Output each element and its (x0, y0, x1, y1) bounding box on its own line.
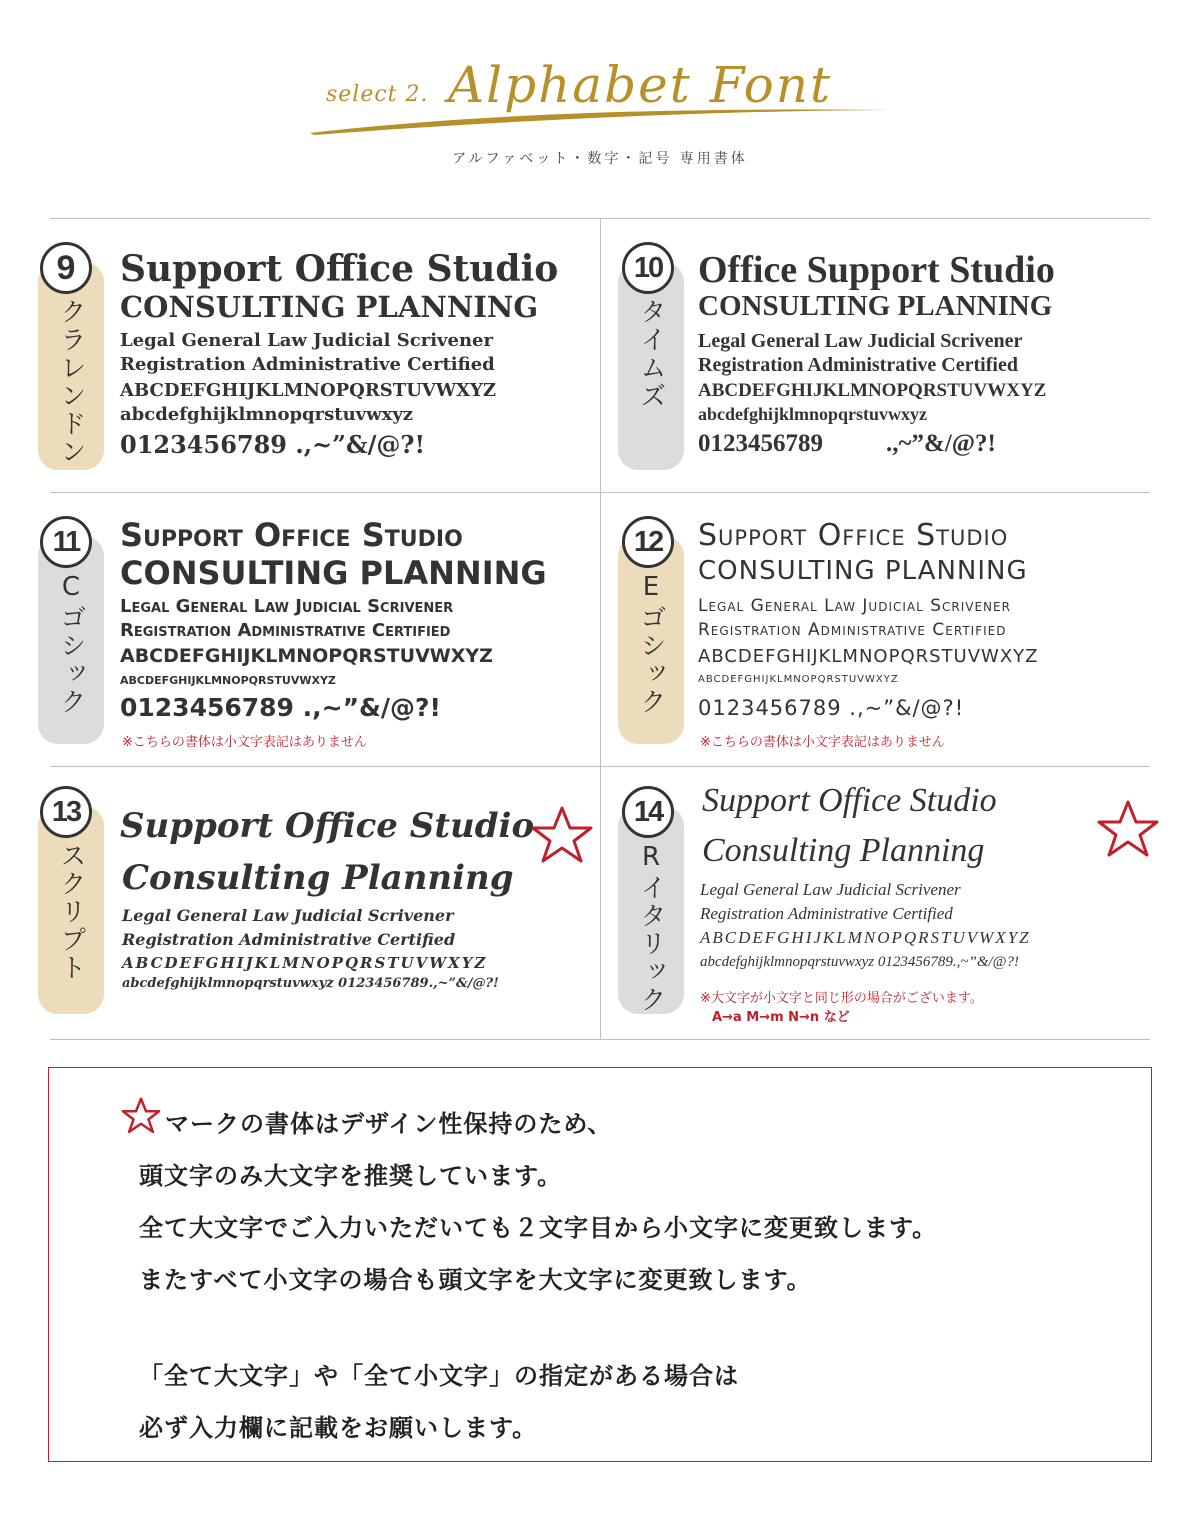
sample-line-2: CONSULTING PLANNING (120, 554, 547, 592)
sample-line-3: Legal General Law Judicial Scrivener (122, 906, 454, 925)
sample-line-1: Support Office Studio (120, 248, 559, 290)
sample-line-6: abcdefghijklmnopqrstuvwxyz (120, 670, 336, 688)
sample-line-1: Support Office Studio (698, 518, 1009, 553)
sample-line-4: Registration Administrative Certified (120, 354, 495, 375)
header-title: Alphabet Font (448, 56, 833, 114)
sample-line-6: abcdefghijklmnopqrstuvwxyz 0123456789.,~”&/@?! (700, 954, 1019, 970)
sample-line-5: ABCDEFGHIJKLMNOPQRSTUVWXYZ (700, 928, 1031, 947)
star-mark-icon (1096, 798, 1160, 858)
sample-line-5: ABCDEFGHIJKLMNOPQRSTUVWXYZ (120, 380, 497, 401)
font-name-label: クラレンドン (56, 298, 86, 466)
sample-line-4: Registration Administrative Certified (122, 930, 456, 949)
sample-line-3: Legal General Law Judicial Scrivener (700, 880, 961, 899)
font-number-badge: 11 (40, 516, 92, 568)
sample-line-2: CONSULTING PLANNING (698, 556, 1028, 586)
sample-line-5: ABCDEFGHIJKLMNOPQRSTUVWXYZ (698, 646, 1039, 667)
sample-line-3: Legal General Law Judicial Scrivener (698, 596, 1011, 616)
sample-line-2: Consulting Planning (122, 858, 514, 898)
font-number-badge: 14 (622, 786, 674, 838)
sample-line-8: .,~”&/@?! (886, 430, 996, 457)
sample-line-1: Office Support Studio (698, 249, 1055, 291)
sample-line-7: 0123456789 .,~”&/@?! (698, 696, 965, 720)
sample-line-7: 0123456789 .,~”&/@?! (120, 430, 426, 459)
sample-line-7: 0123456789 (698, 430, 823, 457)
notice-line-3: 全て大文字でご入力いただいても２文字目から小文字に変更致します。 (139, 1214, 938, 1242)
notice-line-2: 頭文字のみ大文字を推奨しています。 (139, 1162, 563, 1190)
header-select-label: select 2. (326, 82, 429, 107)
sample-line-1: Support Office Studio (120, 516, 463, 554)
sample-line-6: abcdefghijklmnopqrstuvwxyz (698, 404, 928, 424)
sample-line-4: Registration Administrative Certified (698, 354, 1018, 376)
font-number-badge: 12 (622, 516, 674, 568)
font-number-badge: 13 (40, 786, 92, 838)
notice-line-5: 「全て大文字」や「全て小文字」の指定がある場合は (139, 1362, 739, 1390)
notice-line-4: またすべて小文字の場合も頭文字を大文字に変更致します。 (139, 1266, 812, 1294)
sample-line-4: Registration Administrative Certified (700, 904, 953, 923)
font-name-label: Eゴシック (636, 572, 666, 716)
star-mark-icon (121, 1096, 161, 1134)
sample-line-2: Consulting Planning (702, 832, 985, 869)
star-mark-icon (530, 804, 594, 864)
font-name-label: スクリプト (56, 842, 86, 982)
page-header (0, 0, 1200, 200)
grid-line-bottom (50, 1039, 1150, 1040)
sample-line-3: Legal General Law Judicial Scrivener (120, 330, 493, 351)
header-subtitle: アルファベット・数字・記号 専用書体 (452, 151, 748, 167)
sample-line-6: abcdefghijklmnopqrstuvwxyz (120, 404, 414, 425)
sample-line-3: Legal General Law Judicial Scrivener (120, 596, 454, 617)
sample-line-4: Registration Administrative Certified (120, 620, 451, 641)
sample-line-5: ABCDEFGHIJKLMNOPQRSTUVWXYZ (122, 954, 488, 972)
lowercase-note: ※こちらの書体は小文字表記はありません (122, 735, 367, 750)
sample-line-5: ABCDEFGHIJKLMNOPQRSTUVWXYZ (120, 645, 493, 667)
font-name-label: Rイタリック (636, 842, 666, 1014)
sample-line-1: Support Office Studio (120, 806, 535, 846)
sample-line-4: Registration Administrative Certified (698, 620, 1007, 640)
font-name-label: Cゴシック (56, 572, 86, 716)
font-name-label: タイムズ (636, 298, 666, 410)
font-number-badge: 9 (40, 242, 92, 294)
notice-line-1: マークの書体はデザイン性保持のため、 (165, 1110, 613, 1138)
capital-shape-note: ※大文字が小文字と同じ形の場合がございます。 (700, 991, 983, 1006)
notice-line-6: 必ず入力欄に記載をお願いします。 (139, 1414, 538, 1442)
font-number-badge: 10 (622, 242, 674, 294)
sample-line-2: CONSULTING PLANNING (120, 290, 539, 324)
sample-line-7: 0123456789 .,~”&/@?! (120, 693, 441, 722)
grid-line-center (600, 218, 601, 1039)
sample-line-1: Support Office Studio (702, 782, 997, 819)
sample-line-6: abcdefghijklmnopqrstuvwxyz (698, 670, 899, 686)
capital-shape-example: A→a M→m N→n など (712, 1010, 850, 1025)
lowercase-note: ※こちらの書体は小文字表記はありません (700, 735, 945, 750)
sample-line-6: abcdefghijklmnopqrstuvwxyz 0123456789.,~”&/@?! (122, 976, 499, 991)
sample-line-3: Legal General Law Judicial Scrivener (698, 330, 1023, 352)
sample-line-5: ABCDEFGHIJKLMNOPQRSTUVWXYZ (698, 380, 1047, 401)
sample-line-2: CONSULTING PLANNING (698, 290, 1053, 322)
notice-box (48, 1067, 1152, 1462)
